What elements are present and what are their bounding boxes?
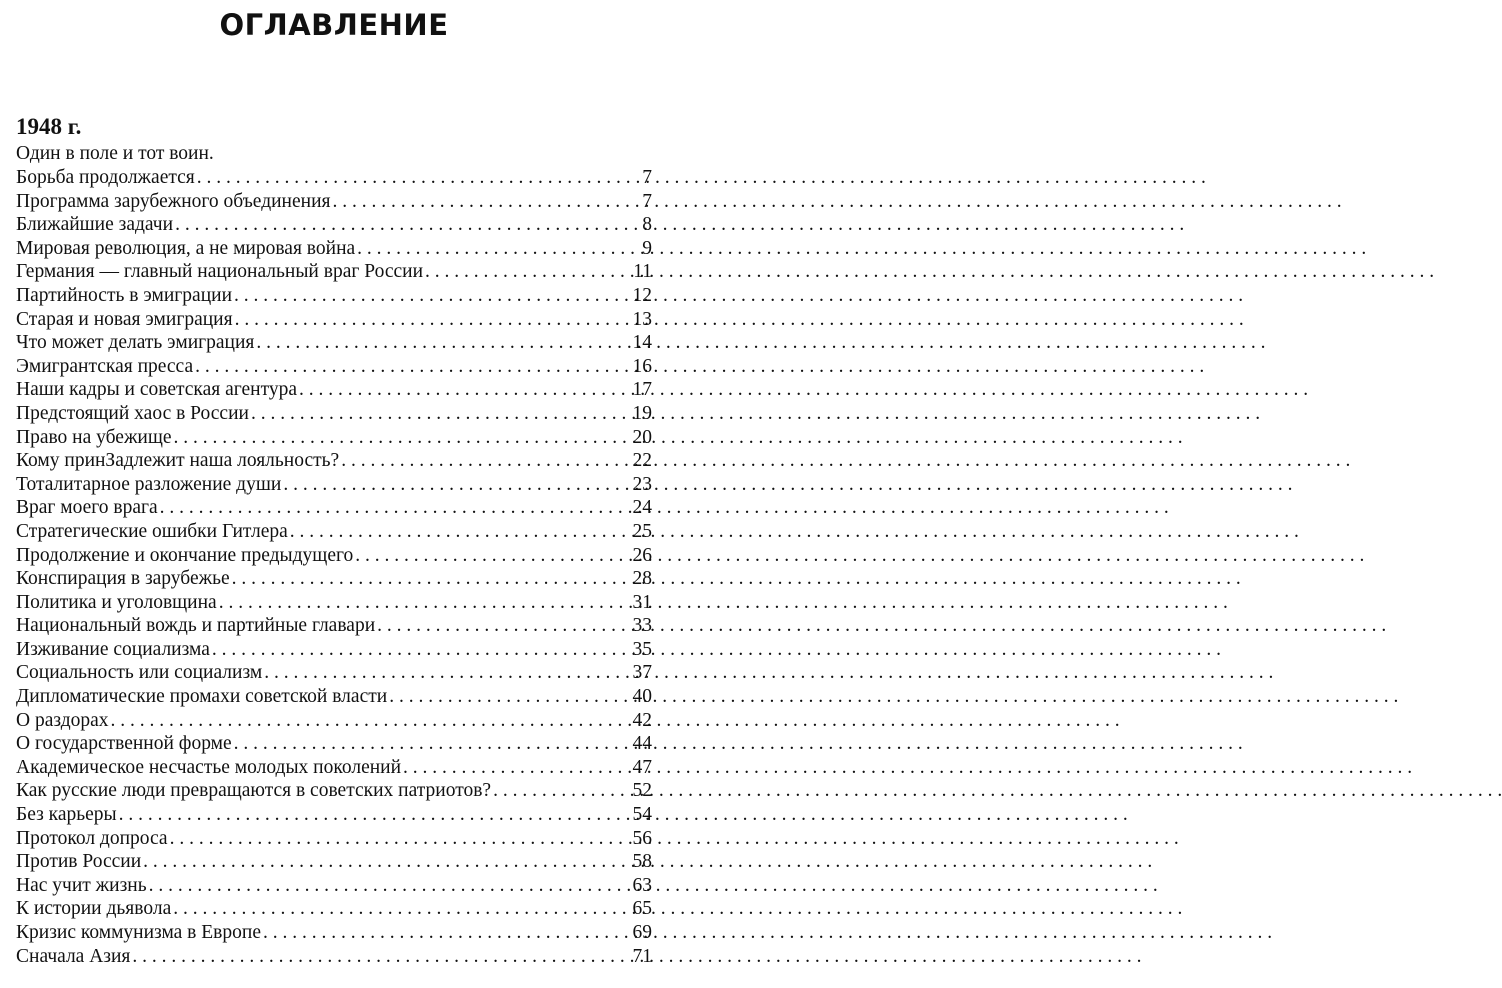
toc-entry-title: Нас учит жизнь xyxy=(16,874,147,896)
toc-entry-title: Право на убежище xyxy=(16,426,172,448)
toc-entry-page-number: 58 xyxy=(632,851,652,873)
toc-dot-leader xyxy=(217,591,633,615)
toc-entry xyxy=(16,732,652,756)
toc-entry-page-number: 11 xyxy=(633,261,652,283)
toc-entry xyxy=(16,614,652,638)
toc-entry-title: Партийность в эмиграции xyxy=(16,284,233,306)
toc-entry xyxy=(16,378,652,402)
toc-dot-leader xyxy=(147,874,633,898)
toc-entry xyxy=(16,260,652,284)
toc-entry-page-number: 54 xyxy=(632,804,652,826)
toc-entry-page-number: 7 xyxy=(642,167,652,188)
toc-entry-page-number: 9 xyxy=(642,237,652,259)
toc-entry-title: О раздорах xyxy=(16,709,109,731)
toc-dot-leader xyxy=(288,520,633,544)
toc-dot-leader xyxy=(353,544,632,568)
toc-list xyxy=(16,166,652,968)
toc-entry-title: Программа зарубежного объединения xyxy=(16,190,331,212)
toc-entry xyxy=(16,685,652,709)
toc-entry-page-number: 13 xyxy=(632,308,652,330)
toc-entry-page-number: 8 xyxy=(642,214,652,236)
toc-dot-leader xyxy=(233,308,633,332)
toc-dot-leader xyxy=(210,638,633,662)
toc-entry-page-number: 63 xyxy=(632,874,652,896)
toc-dot-leader xyxy=(401,756,632,780)
toc-entry xyxy=(16,638,652,662)
toc-dot-leader xyxy=(232,732,633,756)
toc-dot-leader xyxy=(261,921,633,945)
toc-entry-page-number: 14 xyxy=(632,332,652,354)
toc-entry-page-number: 69 xyxy=(632,922,652,943)
toc-entry xyxy=(16,661,652,685)
toc-entry-title: Ближайшие задачи xyxy=(16,214,174,236)
toc-entry-title: Эмигрантская пресса xyxy=(16,355,194,377)
toc-entry xyxy=(16,756,652,780)
toc-entry-title: Кризис коммунизма в Европе xyxy=(16,922,261,943)
toc-dot-leader xyxy=(355,237,642,261)
page-heading: ОГЛАВЛЕНИЕ xyxy=(219,8,449,42)
toc-entry-page-number: 23 xyxy=(632,473,652,495)
toc-entry-title: Дипломатические промахи советской власти xyxy=(16,686,388,708)
toc-entry-page-number: 17 xyxy=(632,379,652,401)
toc-dot-leader xyxy=(195,166,643,190)
toc-entry-title: Тоталитарное разложение души xyxy=(16,473,282,495)
toc-entry-title: Против России xyxy=(16,851,142,873)
toc-dot-leader xyxy=(193,355,632,379)
toc-entry-page-number: 26 xyxy=(632,544,652,566)
toc-dot-leader xyxy=(117,803,633,827)
toc-entry-page-number: 25 xyxy=(632,520,652,542)
toc-entry-title: Без карьеры xyxy=(16,804,117,826)
toc-entry-title: Германия — главный национальный враг России xyxy=(16,261,424,283)
toc-entry-page-number: 44 xyxy=(632,733,652,755)
toc-entry xyxy=(16,166,652,190)
toc-dot-leader xyxy=(375,614,632,638)
toc-entry-title: Политика и уголовщина xyxy=(16,591,217,613)
toc-entry xyxy=(16,567,652,591)
toc-entry xyxy=(16,709,652,733)
toc-entry xyxy=(16,874,652,898)
toc-entry-page-number: 47 xyxy=(632,756,652,778)
toc-entry-page-number: 65 xyxy=(632,898,652,920)
toc-entry xyxy=(16,426,652,450)
section-year: 1948 г. xyxy=(16,114,82,139)
toc-dot-leader xyxy=(297,378,632,402)
toc-entry xyxy=(16,544,652,568)
toc-entry xyxy=(16,237,652,261)
toc-dot-leader xyxy=(491,779,632,803)
toc-dot-leader xyxy=(168,827,633,851)
toc-entry-title: Протокол допроса xyxy=(16,827,168,849)
toc-entry-page-number: 24 xyxy=(632,497,652,519)
toc-entry-title: Как русские люди превращаются в советских патриотов? xyxy=(16,780,492,802)
toc-entry-title: О государственной форме xyxy=(16,733,232,755)
toc-entry xyxy=(16,402,652,426)
toc-entry-page-number: 33 xyxy=(632,615,652,637)
toc-entry xyxy=(16,449,652,473)
toc-entry-title: Борьба продолжается xyxy=(16,167,195,188)
toc-entry xyxy=(16,591,652,615)
toc-entry-page-number: 31 xyxy=(632,591,652,613)
toc-entry-title: Мировая революция, а не мировая война xyxy=(16,237,356,259)
toc-dot-leader xyxy=(141,850,632,874)
toc-entry xyxy=(16,355,652,379)
toc-entry-title: Национальный вождь и партийные главари xyxy=(16,615,376,637)
toc-entry xyxy=(16,308,652,332)
toc-entry xyxy=(16,331,652,355)
toc-entry xyxy=(16,945,652,969)
toc-dot-leader xyxy=(171,897,632,921)
toc-entry-page-number: 71 xyxy=(632,945,652,967)
toc-entry xyxy=(16,921,652,945)
toc-dot-leader xyxy=(172,426,633,450)
toc-dot-leader xyxy=(130,945,632,969)
toc-entry-title: Наши кадры и советская агентура xyxy=(16,379,298,401)
toc-entry-title: Что может делать эмиграция xyxy=(16,332,255,354)
toc-entry xyxy=(16,827,652,851)
toc-entry xyxy=(16,496,652,520)
toc-dot-leader xyxy=(249,402,633,426)
toc-entry xyxy=(16,190,652,214)
toc-dot-leader xyxy=(387,685,632,709)
toc-dot-leader xyxy=(262,661,632,685)
toc-entry-page-number: 7 xyxy=(642,190,652,212)
toc-entry xyxy=(16,213,652,237)
toc-entry xyxy=(16,850,652,874)
toc-entry-page-number: 37 xyxy=(632,662,652,684)
toc-entry-page-number: 52 xyxy=(632,780,652,802)
toc-entry-title: Стратегические ошибки Гитлера xyxy=(16,520,288,542)
toc-dot-leader xyxy=(423,260,633,284)
toc-entry-page-number: 12 xyxy=(632,284,652,306)
section-intro-line: Один в поле и тот воин. xyxy=(16,143,214,164)
toc-entry-page-number: 56 xyxy=(632,827,652,849)
toc-dot-leader xyxy=(281,473,632,497)
toc-entry xyxy=(16,284,652,308)
toc-entry xyxy=(16,897,652,921)
toc-entry-title: Кому принЗадлежит наша лояльность? xyxy=(16,450,340,472)
toc-entry-page-number: 42 xyxy=(632,709,652,731)
toc-entry-page-number: 19 xyxy=(632,402,652,424)
toc-entry-title: Враг моего врага xyxy=(16,497,158,519)
toc-entry xyxy=(16,779,652,803)
toc-dot-leader xyxy=(173,213,642,237)
toc-entry xyxy=(16,473,652,497)
toc-dot-leader xyxy=(109,709,633,733)
toc-entry xyxy=(16,803,652,827)
toc-entry-title: Конспирация в зарубежье xyxy=(16,568,230,590)
toc-entry-title: Предстоящий хаос в России xyxy=(16,402,249,424)
toc-entry-page-number: 22 xyxy=(632,450,652,472)
toc-entry-title: Старая и новая эмиграция xyxy=(16,308,233,330)
toc-entry-page-number: 28 xyxy=(632,568,652,590)
toc-entry-title: Академическое несчастье молодых поколений xyxy=(16,756,402,778)
toc-entry-page-number: 20 xyxy=(632,426,652,448)
toc-dot-leader xyxy=(330,190,642,214)
toc-entry-page-number: 35 xyxy=(632,638,652,660)
toc-dot-leader xyxy=(254,331,632,355)
toc-entry-page-number: 40 xyxy=(632,686,652,708)
toc-entry-title: К истории дьявола xyxy=(16,898,172,920)
toc-entry-title: Сначала Азия xyxy=(16,945,131,967)
toc-dot-leader xyxy=(230,567,633,591)
toc-dot-leader xyxy=(232,284,632,308)
toc-page xyxy=(0,0,668,988)
toc-dot-leader xyxy=(339,449,632,473)
toc-entry-page-number: 16 xyxy=(632,355,652,377)
toc-entry-title: Социальность или социализм xyxy=(16,662,263,684)
toc-entry-title: Продолжение и окончание предыдущего xyxy=(16,544,354,566)
toc-entry-title: Изживание социализма xyxy=(16,638,210,660)
toc-entry xyxy=(16,520,652,544)
toc-dot-leader xyxy=(158,496,633,520)
